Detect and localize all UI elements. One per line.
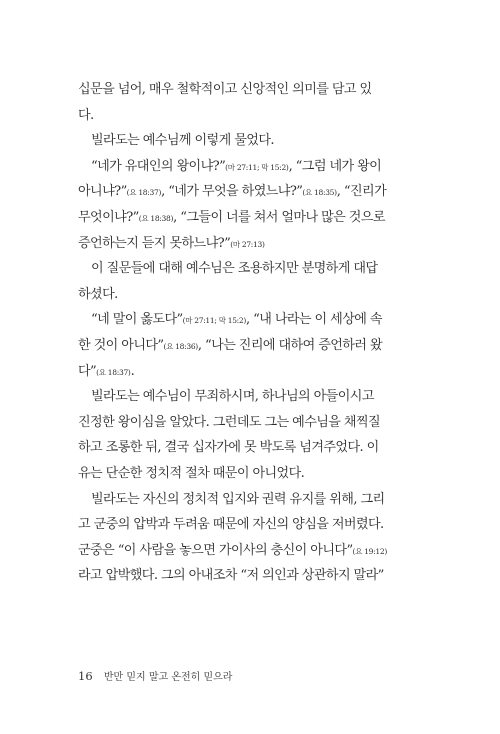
text-line — [78, 179, 408, 205]
text-segment: , “그들이 너를 쳐서 얼마나 많은 것으로 — [173, 209, 385, 225]
text-segment: , “내 나라는 이 세상에 속 — [246, 312, 382, 328]
page-number: 16 — [78, 669, 93, 683]
text-line — [78, 307, 408, 333]
text-line — [78, 333, 408, 359]
text-line — [78, 538, 408, 564]
text-line: 빌라도는 예수님이 무죄하시며, 하나님의 아들이시고 — [91, 389, 374, 405]
bible-reference: (요 18:38) — [138, 213, 174, 223]
bible-reference: (마 27:11; 막 15:2) — [225, 162, 289, 172]
text-line: 빌라도는 자신의 정치적 입지와 권력 유지를 위해, 그리 — [91, 491, 385, 507]
bible-reference: (요 18:37) — [126, 188, 162, 198]
bible-reference: (요 18:35) — [302, 188, 337, 198]
text-line — [78, 231, 408, 257]
text-segment: 증언하는지 듣지 못하느냐?” — [78, 235, 231, 251]
text-line: 하고 조롱한 뒤, 결국 십자가에 못 박도록 넘겨주었다. 이 — [78, 440, 379, 456]
text-segment: 군중은 “이 사람을 놓으면 가이사의 충신이 아니다” — [78, 542, 353, 558]
bible-reference: (마 27:13) — [230, 239, 265, 249]
running-title: 반만 믿지 말고 온전히 믿으라 — [103, 672, 233, 683]
bible-reference: (요 18:36) — [163, 341, 198, 351]
text-line: 다. — [78, 107, 94, 123]
body-text — [78, 77, 408, 589]
text-segment: , “진리가 — [336, 184, 387, 200]
text-segment: 한 것이 아니다” — [78, 337, 164, 353]
text-line: 유는 단순한 정치적 절차 때문이 아니었다. — [78, 465, 305, 481]
text-segment: “네 말이 옳도다” — [91, 312, 183, 328]
text-segment: . — [130, 363, 135, 379]
text-line — [78, 205, 408, 231]
text-line: 진정한 왕이심을 알았다. 그런데도 그는 예수님을 채찍질 — [78, 414, 381, 430]
text-line: 라고 압박했다. 그의 아내조차 “저 의인과 상관하지 말라” — [78, 568, 384, 584]
text-segment: , “그럼 네가 왕이 — [288, 158, 382, 174]
bible-reference: (요 19:12) — [352, 546, 387, 556]
text-segment: 아니냐?” — [78, 184, 127, 200]
text-line: 빌라도는 예수님께 이렇게 물었다. — [91, 133, 274, 149]
text-line: 하셨다. — [78, 286, 118, 302]
bible-reference: (마 27:11; 막 15:2) — [182, 316, 246, 326]
text-line — [78, 359, 408, 385]
text-line: 고 군중의 압박과 두려움 때문에 자신의 양심을 저버렸다. — [78, 517, 384, 533]
text-line: 십문을 넘어, 매우 철학적이고 신앙적인 의미를 담고 있 — [78, 82, 372, 97]
text-line: 이 질문들에 대해 예수님은 조용하지만 분명하게 대답 — [91, 261, 378, 277]
text-segment: 무엇이냐?” — [78, 209, 139, 225]
text-segment: , “나는 진리에 대하여 증언하러 왔 — [197, 337, 383, 353]
page-footer — [78, 668, 232, 683]
text-segment: , “네가 무엇을 하였느냐?” — [161, 184, 303, 200]
text-segment: “네가 유대인의 왕이냐?” — [91, 158, 226, 174]
bible-reference: (요 18:37) — [96, 367, 131, 377]
text-segment: 다” — [78, 363, 97, 379]
text-line — [78, 154, 408, 180]
